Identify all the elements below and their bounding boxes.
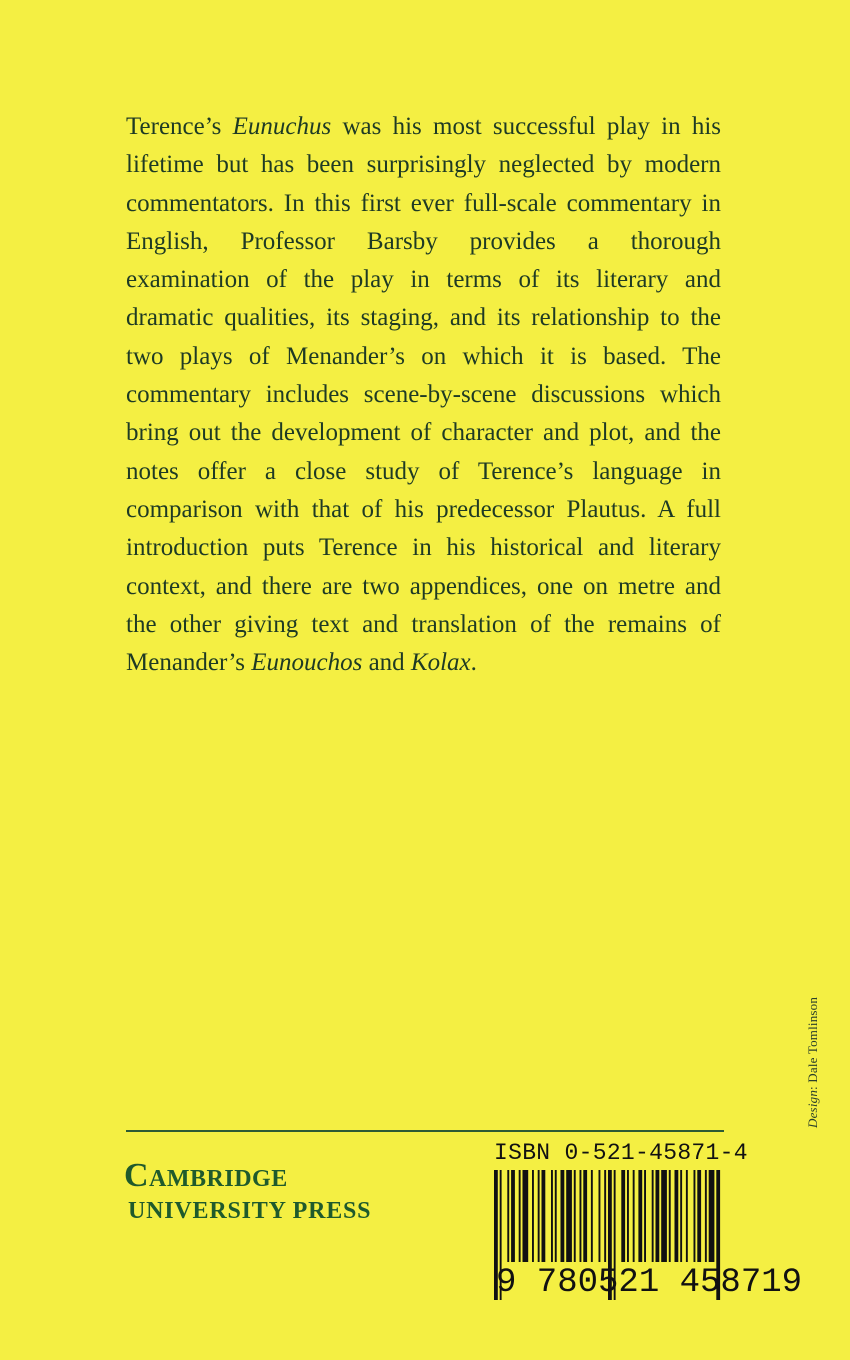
blurb-text-2: was his most successful play in his lifetime but has been surprisingly neglected by modern commentators. In this first ever full-scale commentary in English, Professor Barsby provides a thorough examination of the play in terms of its literary and dramatic qualities, its staging, and its relationship to the two plays of Menander’s on which it is based. The commentary includes scene-by-scene discussions which bring out the development of character and plot, and the notes offer a close study of Terence’s language in comparison with that of his predecessor Plautus. A full introduction puts Terence in his historical and literary context, and there are two appendices, one on metre and the other giving text and translation of the remains of Menander’s bbox=[126, 113, 721, 677]
barcode-bar bbox=[538, 1170, 540, 1262]
isbn-label: ISBN 0-521-45871-4 bbox=[494, 1140, 748, 1166]
blurb-text-end: . bbox=[470, 649, 477, 677]
design-credit-separator: : bbox=[805, 1082, 820, 1090]
barcode-bar bbox=[604, 1170, 606, 1262]
publisher-logo bbox=[124, 1156, 371, 1226]
barcode-bar bbox=[551, 1170, 553, 1262]
barcode-bar bbox=[555, 1170, 557, 1262]
barcode-bar bbox=[656, 1170, 660, 1262]
barcode-bar bbox=[621, 1170, 625, 1262]
barcode-bar bbox=[652, 1170, 654, 1262]
barcode-bar bbox=[523, 1170, 529, 1262]
barcode-bar bbox=[583, 1170, 587, 1262]
blurb-text-and: and bbox=[362, 649, 411, 677]
design-credit bbox=[805, 997, 821, 1128]
design-credit-label: Design bbox=[805, 1089, 820, 1128]
barcode-bar bbox=[686, 1170, 688, 1262]
barcode-bar bbox=[709, 1170, 715, 1262]
barcode-bar bbox=[680, 1170, 682, 1262]
barcode-bar bbox=[638, 1170, 642, 1262]
barcode-bar bbox=[566, 1170, 572, 1262]
blurb-title-eunouchos: Eunouchos bbox=[251, 649, 363, 677]
barcode-bar bbox=[591, 1170, 593, 1262]
blurb-title-kolax: Kolax bbox=[410, 649, 471, 677]
barcode-bar bbox=[661, 1170, 667, 1262]
barcode-bar bbox=[532, 1170, 534, 1262]
barcode-bar bbox=[542, 1170, 546, 1262]
blurb-text-1: Terence’s bbox=[126, 113, 233, 140]
barcode-bar bbox=[644, 1170, 646, 1262]
barcode-bar bbox=[675, 1170, 679, 1262]
barcode-bar bbox=[507, 1170, 509, 1262]
barcode-bar bbox=[580, 1170, 582, 1262]
publisher-name: Cambridge bbox=[124, 1157, 288, 1194]
barcode-bar bbox=[694, 1170, 696, 1262]
design-credit-name: Dale Tomlinson bbox=[805, 996, 820, 1083]
barcode-bar bbox=[633, 1170, 635, 1262]
blurb-title-eunuchus: Eunuchus bbox=[232, 113, 332, 140]
barcode-bar bbox=[669, 1170, 671, 1262]
barcode-bar bbox=[561, 1170, 565, 1262]
barcode-bar bbox=[599, 1170, 601, 1262]
publisher-subtitle: UNIVERSITY PRESS bbox=[128, 1198, 372, 1224]
barcode-bar bbox=[705, 1170, 707, 1262]
barcode-number: 9 780521 458719 bbox=[496, 1264, 803, 1302]
barcode-bar bbox=[627, 1170, 629, 1262]
back-cover-blurb bbox=[126, 108, 721, 682]
barcode-bar bbox=[511, 1170, 515, 1262]
barcode-bar bbox=[574, 1170, 576, 1262]
barcode-bar bbox=[697, 1170, 701, 1262]
barcode-bar bbox=[519, 1170, 521, 1262]
divider-rule bbox=[126, 1130, 724, 1132]
